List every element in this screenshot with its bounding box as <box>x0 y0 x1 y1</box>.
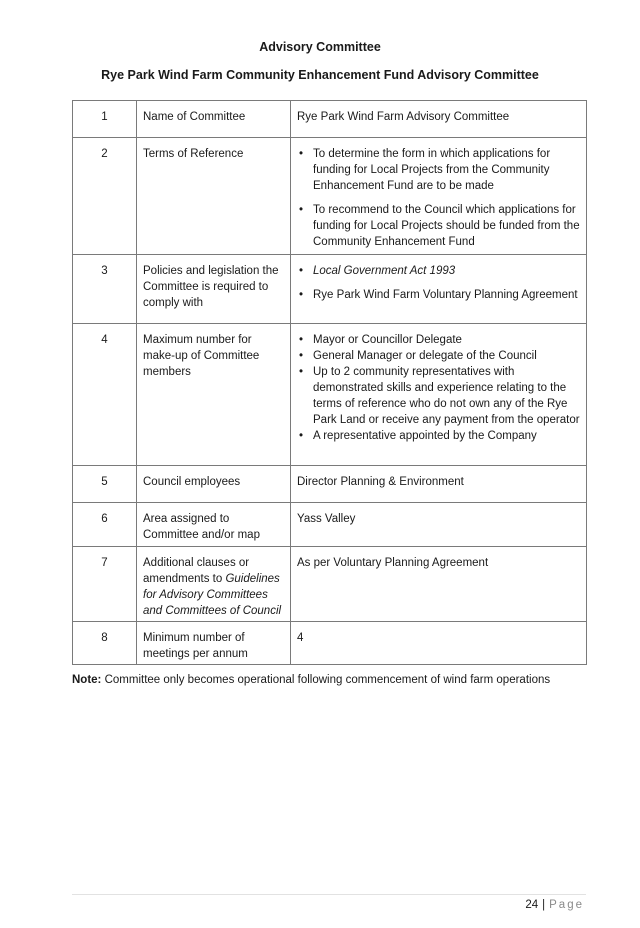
row-value: Director Planning & Environment <box>291 466 587 503</box>
document-subheading: Rye Park Wind Farm Community Enhancement Fund Advisory Committee <box>101 68 539 82</box>
row-number: 1 <box>73 101 137 138</box>
row-label: Council employees <box>137 466 291 503</box>
note-text: Committee only becomes operational following commencement of wind farm operations <box>101 674 551 686</box>
row-value: 4 <box>291 622 587 665</box>
row-value: As per Voluntary Planning Agreement <box>291 547 587 622</box>
page-word: Page <box>549 899 584 911</box>
row-label: Policies and legislation the Committee is required to comply with <box>137 255 291 324</box>
footer-separator: | <box>542 899 546 911</box>
guidelines-title: Guidelines for Advisory Committees and Committees of Council <box>143 573 282 617</box>
committee-table <box>72 100 587 665</box>
row-number: 5 <box>73 466 137 503</box>
bullet-list <box>297 263 580 303</box>
row-label: Name of Committee <box>137 101 291 138</box>
table-row <box>73 503 587 547</box>
operational-note <box>72 674 550 686</box>
row-number: 6 <box>73 503 137 547</box>
list-item: • To recommend to the Council which applications for funding for Local Projects should be funded from the Community Enhancement Fund <box>297 202 580 250</box>
list-item <box>297 263 580 279</box>
table-row <box>73 466 587 503</box>
bullet-list <box>297 146 580 250</box>
list-item: • Rye Park Wind Farm Voluntary Planning Agreement <box>297 287 580 303</box>
row-value <box>291 138 587 255</box>
row-label: Minimum number of meetings per annum <box>137 622 291 665</box>
list-item: • Up to 2 community representatives with demonstrated skills and experience relating to the terms of reference who do not own any of the Rye Park Land or receive any payment from the operator <box>297 364 580 428</box>
document-heading: Advisory Committee <box>259 40 381 54</box>
list-item: • Mayor or Councillor Delegate <box>297 332 580 348</box>
row-number: 4 <box>73 324 137 466</box>
table-row <box>73 255 587 324</box>
page-footer <box>525 899 584 911</box>
row-label: Terms of Reference <box>137 138 291 255</box>
row-number: 2 <box>73 138 137 255</box>
footer-divider <box>72 894 586 895</box>
row-label-text: Additional clauses or amendments to <box>143 557 250 585</box>
row-value <box>291 255 587 324</box>
table-row <box>73 547 587 622</box>
row-number: 3 <box>73 255 137 324</box>
row-label <box>137 547 291 622</box>
table-row <box>73 324 587 466</box>
bullet-list <box>297 332 580 444</box>
list-item: • To determine the form in which applications for funding for Local Projects from the Community Enhancement Fund are to be made <box>297 146 580 194</box>
row-number: 7 <box>73 547 137 622</box>
table-row <box>73 101 587 138</box>
row-value <box>291 324 587 466</box>
list-item: • General Manager or delegate of the Council <box>297 348 580 364</box>
row-label: Maximum number for make-up of Committee members <box>137 324 291 466</box>
table-row <box>73 138 587 255</box>
note-label: Note: <box>72 674 102 686</box>
act-title: Local Government Act 1993 <box>313 265 456 277</box>
row-label: Area assigned to Committee and/or map <box>137 503 291 547</box>
row-value: Rye Park Wind Farm Advisory Committee <box>291 101 587 138</box>
row-value: Yass Valley <box>291 503 587 547</box>
page-number: 24 <box>525 899 539 911</box>
list-item: • A representative appointed by the Company <box>297 428 580 444</box>
table-row <box>73 622 587 665</box>
row-number: 8 <box>73 622 137 665</box>
